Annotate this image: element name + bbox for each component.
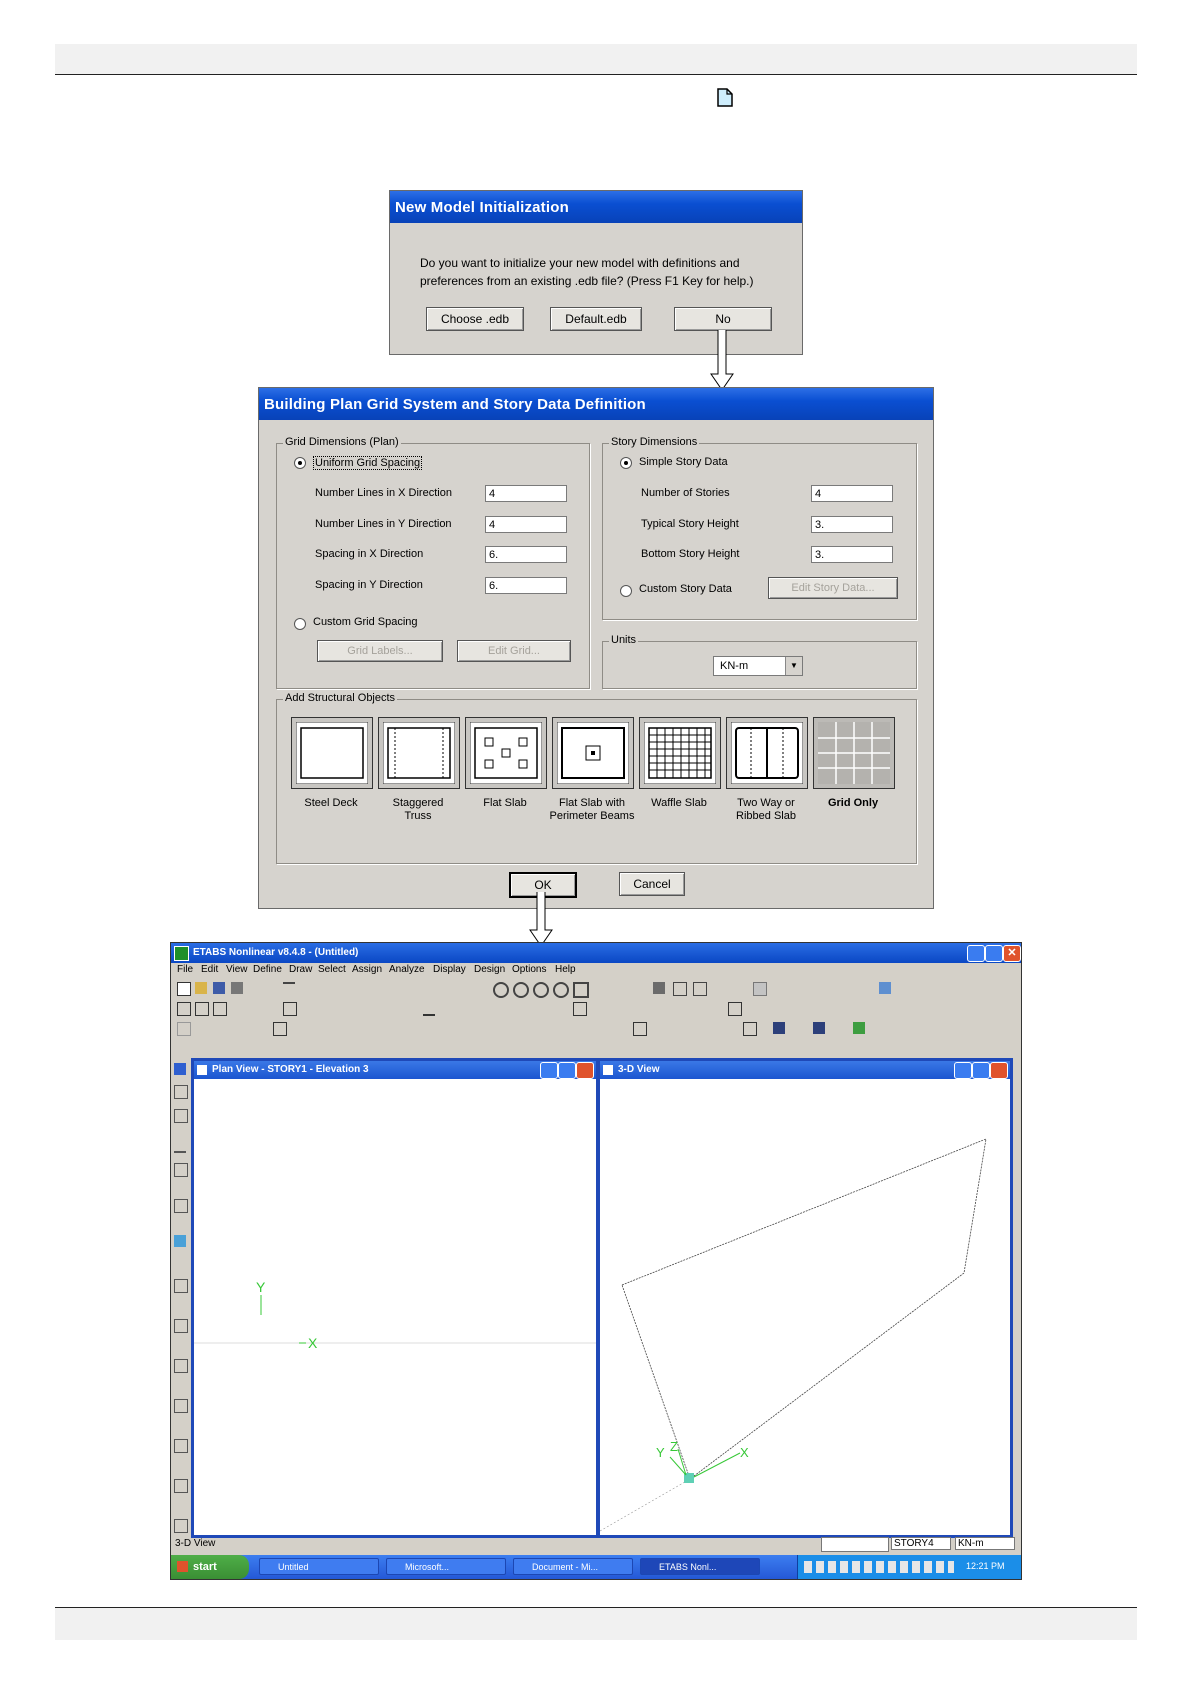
menu-select[interactable]: Select bbox=[318, 964, 346, 975]
toolbar-row-2 bbox=[173, 998, 1019, 1018]
lines-y-label: Number Lines in Y Direction bbox=[315, 518, 452, 530]
units-value: KN-m bbox=[720, 660, 749, 672]
draw-line-icon[interactable] bbox=[423, 1002, 435, 1016]
no-button[interactable]: No bbox=[674, 307, 772, 331]
menu-help[interactable]: Help bbox=[555, 964, 576, 975]
lines-x-label: Number Lines in X Direction bbox=[315, 487, 452, 499]
custom-grid-label: Custom Grid Spacing bbox=[313, 616, 418, 628]
plan-view-canvas[interactable] bbox=[194, 1079, 596, 1535]
tile-label: Two Way or Ribbed Slab bbox=[736, 797, 796, 822]
taskbar-item[interactable]: Document - Mi... bbox=[513, 1558, 633, 1575]
flat-slab-icon bbox=[470, 722, 542, 784]
menu-edit[interactable]: Edit bbox=[201, 964, 219, 975]
units-select[interactable] bbox=[713, 656, 803, 676]
minimize-icon[interactable] bbox=[954, 1062, 972, 1079]
assign-icon[interactable] bbox=[728, 1002, 742, 1016]
staggered-truss-tile[interactable] bbox=[378, 717, 460, 789]
grid-only-tile[interactable] bbox=[813, 717, 895, 789]
bottom-height-label: Bottom Story Height bbox=[641, 548, 740, 560]
3d-view-icon[interactable] bbox=[653, 982, 665, 994]
undo-icon[interactable] bbox=[283, 982, 295, 996]
new-model-icon bbox=[717, 88, 733, 107]
cancel-button[interactable]: Cancel bbox=[619, 872, 685, 896]
x-axis-label: X bbox=[308, 1335, 318, 1351]
two-way-ribbed-slab-tile[interactable] bbox=[726, 717, 808, 789]
taskbar-item[interactable]: Microsoft... bbox=[386, 1558, 506, 1575]
etabs-application-window bbox=[170, 942, 1022, 1580]
waffle-slab-icon bbox=[644, 722, 716, 784]
draw-dimension-icon[interactable] bbox=[174, 1319, 188, 1333]
etabs-app-icon bbox=[174, 946, 189, 961]
simple-story-label: Simple Story Data bbox=[639, 456, 728, 468]
new-file-icon[interactable] bbox=[177, 982, 191, 996]
draw-area-icon[interactable] bbox=[573, 1002, 587, 1016]
x-axis-arrow bbox=[694, 1453, 740, 1477]
frame-section-icon[interactable] bbox=[177, 1002, 191, 1016]
tile-label: Waffle Slab bbox=[651, 797, 707, 809]
typical-height-label: Typical Story Height bbox=[641, 518, 739, 530]
snap-perpendicular-icon[interactable] bbox=[174, 1479, 188, 1493]
num-stories-label: Number of Stories bbox=[641, 487, 730, 499]
start-button[interactable] bbox=[171, 1555, 249, 1579]
move-icon[interactable] bbox=[633, 1022, 647, 1036]
spacing-y-input[interactable]: 6. bbox=[485, 577, 567, 594]
start-label: start bbox=[193, 1561, 217, 1573]
flat-slab-perimeter-icon bbox=[557, 722, 629, 784]
choose-edb-button[interactable]: Choose .edb bbox=[426, 307, 524, 331]
dialog-title: Building Plan Grid System and Story Data Definition bbox=[264, 396, 646, 413]
menu-define[interactable]: Define bbox=[253, 964, 282, 975]
edit-story-button[interactable]: Edit Story Data... bbox=[768, 577, 898, 599]
menu-file[interactable]: File bbox=[177, 964, 194, 975]
grid-only-icon bbox=[818, 722, 890, 784]
flat-slab-perimeter-tile[interactable] bbox=[552, 717, 634, 789]
tile-label: Staggered Truss bbox=[392, 797, 444, 822]
structural-objects-group bbox=[276, 692, 917, 864]
toolbar-row-3 bbox=[173, 1018, 1019, 1038]
flow-arrow-down bbox=[529, 892, 553, 948]
ribbed-slab-icon bbox=[731, 722, 803, 784]
maximize-icon[interactable] bbox=[558, 1062, 576, 1079]
y-axis-label: Y bbox=[256, 1279, 266, 1295]
steel-deck-tile[interactable] bbox=[291, 717, 373, 789]
zoom-icon[interactable] bbox=[493, 982, 509, 998]
uniform-grid-label: Uniform Grid Spacing bbox=[315, 457, 421, 469]
steel-deck-icon bbox=[296, 722, 368, 784]
plan-view-window[interactable] bbox=[191, 1058, 599, 1538]
save-icon[interactable] bbox=[213, 982, 225, 994]
custom-story-radio[interactable] bbox=[620, 585, 632, 597]
typical-height-input[interactable]: 3. bbox=[811, 516, 893, 533]
story-dimensions-label: Story Dimensions bbox=[611, 436, 698, 448]
display-stress-icon[interactable] bbox=[853, 1022, 865, 1034]
status-bar bbox=[171, 1536, 1021, 1552]
grid-dimensions-group bbox=[276, 436, 590, 689]
z-axis-label: Z bbox=[670, 1439, 678, 1454]
clock: 12:21 PM bbox=[966, 1561, 1005, 1571]
3d-view-window[interactable] bbox=[597, 1058, 1013, 1538]
grid-dimensions-label: Grid Dimensions (Plan) bbox=[285, 436, 399, 448]
story-select[interactable]: STORY4 bbox=[891, 1537, 951, 1550]
custom-grid-radio[interactable] bbox=[294, 618, 306, 630]
uniform-grid-radio[interactable] bbox=[294, 457, 306, 469]
select-pointer-icon[interactable] bbox=[177, 1022, 191, 1036]
lines-x-input[interactable]: 4 bbox=[485, 485, 567, 502]
message-line-2: preferences from an existing .edb file? (Press F1 Key for help.) bbox=[420, 274, 754, 288]
snap-intersection-icon[interactable] bbox=[174, 1439, 188, 1453]
dialog-titlebar bbox=[259, 388, 933, 420]
plan-view-title: Plan View - STORY1 - Elevation 3 bbox=[212, 1064, 369, 1075]
display-deformed-icon[interactable] bbox=[813, 1022, 825, 1034]
menu-analyze[interactable]: Analyze bbox=[389, 964, 425, 975]
flat-slab-tile[interactable] bbox=[465, 717, 547, 789]
tile-label: Flat Slab with Perimeter Beams bbox=[549, 797, 635, 822]
minimize-icon[interactable] bbox=[967, 945, 985, 962]
draw-point-icon[interactable] bbox=[174, 1109, 188, 1123]
plan-view-icon bbox=[197, 1065, 207, 1075]
simple-story-radio[interactable] bbox=[620, 457, 632, 469]
menu-view[interactable]: View bbox=[226, 964, 248, 975]
toolbar-row-1 bbox=[173, 978, 1019, 998]
taskbar-item[interactable]: Untitled bbox=[259, 1558, 379, 1575]
new-model-initialization-dialog bbox=[389, 190, 803, 355]
units-label: Units bbox=[611, 634, 637, 646]
story-dimensions-group bbox=[602, 436, 917, 620]
3d-view-title: 3-D View bbox=[618, 1064, 660, 1075]
page-footer-band bbox=[55, 1607, 1137, 1640]
structural-objects-label: Add Structural Objects bbox=[285, 692, 396, 704]
menu-assign[interactable]: Assign bbox=[352, 964, 383, 975]
menu-bar bbox=[171, 963, 1021, 977]
message-line-1: Do you want to initialize your new model with definitions and bbox=[420, 256, 740, 270]
zoom-out-icon[interactable] bbox=[553, 982, 569, 998]
taskbar-item[interactable]: ETABS Nonl... bbox=[640, 1558, 760, 1575]
windows-logo-icon bbox=[177, 1561, 188, 1572]
waffle-slab-tile[interactable] bbox=[639, 717, 721, 789]
menu-options[interactable]: Options bbox=[512, 964, 547, 975]
snap-grid-icon[interactable] bbox=[174, 1519, 188, 1533]
menu-display[interactable]: Display bbox=[433, 964, 466, 975]
units-select[interactable]: KN-m bbox=[955, 1537, 1015, 1550]
tile-label: Steel Deck bbox=[304, 797, 358, 809]
x-axis-label: X bbox=[740, 1445, 749, 1460]
tray-icons bbox=[804, 1561, 954, 1573]
grid-story-definition-dialog bbox=[258, 387, 934, 909]
lines-y-input[interactable]: 4 bbox=[485, 516, 567, 533]
dialog-titlebar bbox=[390, 191, 802, 223]
help-icon[interactable] bbox=[985, 945, 1003, 962]
draw-opening-icon[interactable] bbox=[174, 1279, 188, 1293]
snap-point-icon[interactable] bbox=[174, 1359, 188, 1373]
status-text: 3-D View bbox=[175, 1538, 216, 1549]
display-forces-icon[interactable] bbox=[773, 1022, 785, 1034]
close-icon[interactable] bbox=[576, 1062, 594, 1079]
wall-section-icon[interactable] bbox=[213, 1002, 227, 1016]
left-toolbar bbox=[171, 1059, 189, 1539]
load-case-icon[interactable] bbox=[283, 1002, 297, 1016]
menu-draw[interactable]: Draw bbox=[289, 964, 313, 975]
snap-line-icon[interactable] bbox=[174, 1399, 188, 1413]
pointer-icon[interactable] bbox=[174, 1063, 186, 1075]
maximize-icon[interactable] bbox=[972, 1062, 990, 1079]
draw-wall-icon[interactable] bbox=[174, 1199, 188, 1213]
edit-grid-button[interactable]: Edit Grid... bbox=[457, 640, 571, 662]
windows-taskbar bbox=[171, 1555, 1021, 1579]
global-select[interactable] bbox=[821, 1537, 889, 1552]
tile-label: Grid Only bbox=[827, 797, 879, 809]
etabs-titlebar bbox=[171, 943, 1021, 963]
ok-button[interactable]: OK bbox=[509, 872, 577, 898]
menu-design[interactable]: Design bbox=[474, 964, 506, 975]
draw-area-tool-icon[interactable] bbox=[174, 1235, 186, 1247]
3d-view-icon bbox=[603, 1065, 613, 1075]
spacing-y-label: Spacing in Y Direction bbox=[315, 579, 423, 591]
dialog-title: New Model Initialization bbox=[395, 199, 569, 216]
spacing-x-label: Spacing in X Direction bbox=[315, 548, 424, 560]
floor-outline bbox=[622, 1139, 986, 1479]
draw-line-tool-icon[interactable] bbox=[174, 1139, 186, 1153]
display-loads-icon[interactable] bbox=[743, 1022, 757, 1036]
num-stories-input[interactable]: 4 bbox=[811, 485, 893, 502]
run-analysis-icon[interactable] bbox=[879, 982, 891, 994]
3d-view-titlebar bbox=[600, 1061, 1010, 1079]
display-options-icon[interactable] bbox=[753, 982, 767, 996]
dialog-message bbox=[420, 254, 754, 290]
units-group bbox=[602, 634, 917, 689]
default-edb-button[interactable]: Default.edb bbox=[550, 307, 642, 331]
pan-icon[interactable] bbox=[573, 982, 589, 998]
plan-view-icon[interactable] bbox=[673, 982, 687, 996]
y-axis-label: Y bbox=[656, 1445, 665, 1460]
tile-label: Flat Slab bbox=[483, 797, 527, 809]
staggered-truss-icon bbox=[383, 722, 455, 784]
system-tray bbox=[797, 1555, 1022, 1579]
zoom-window-icon[interactable] bbox=[513, 982, 529, 998]
page-header-band bbox=[55, 44, 1137, 75]
material-icon[interactable] bbox=[195, 1002, 209, 1016]
print-icon[interactable] bbox=[231, 982, 243, 994]
reshape-icon[interactable] bbox=[174, 1085, 188, 1099]
close-icon[interactable]: ✕ bbox=[1003, 945, 1021, 962]
draw-brace-icon[interactable] bbox=[174, 1163, 188, 1177]
chevron-down-icon[interactable]: ▼ bbox=[785, 657, 802, 675]
flow-arrow-down bbox=[710, 330, 734, 392]
bottom-height-input[interactable]: 3. bbox=[811, 546, 893, 563]
3d-view-canvas[interactable] bbox=[600, 1079, 1010, 1535]
plan-view-titlebar bbox=[194, 1061, 596, 1079]
minimize-icon[interactable] bbox=[540, 1062, 558, 1079]
close-icon[interactable] bbox=[990, 1062, 1008, 1079]
open-folder-icon[interactable] bbox=[195, 982, 207, 994]
custom-story-label: Custom Story Data bbox=[639, 583, 732, 595]
zoom-in-icon[interactable] bbox=[533, 982, 549, 998]
elevation-view-icon[interactable] bbox=[693, 982, 707, 996]
grid-labels-button[interactable]: Grid Labels... bbox=[317, 640, 443, 662]
etabs-title: ETABS Nonlinear v8.4.8 - (Untitled) bbox=[193, 947, 359, 958]
spacing-x-input[interactable]: 6. bbox=[485, 546, 567, 563]
snap-icon[interactable] bbox=[273, 1022, 287, 1036]
